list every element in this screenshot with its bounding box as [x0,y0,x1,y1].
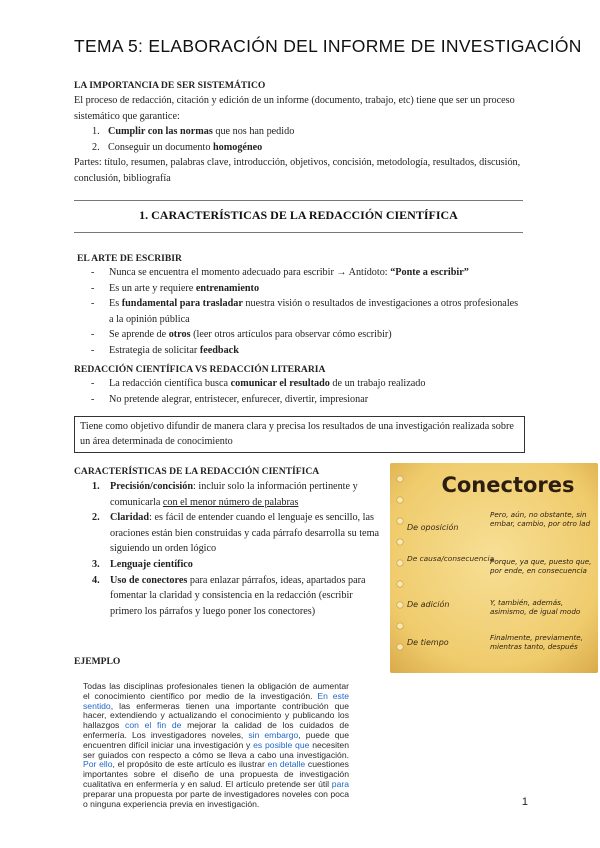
arte-list [91,265,521,359]
list-item: 2. Claridad: es fácil de entender cuando el lenguaje es sencillo, las oraciones están bien construidas y cada párrafo desarrolla su tema siguiendo un orden lógico [92,512,380,555]
importance-list [92,124,522,155]
list-item: 2. Conseguir un documento homogéneo [92,141,263,153]
connector-label: De adición [407,600,450,609]
vs-heading: REDACCIÓN CIENTÍFICA VS REDACCIÓN LITERARIA [74,364,326,375]
connector-value: Pero, aún, no obstante, sin embar, cambio, por otro lad [490,511,591,528]
connector-highlight: para [331,778,349,789]
conectores-image [390,463,598,673]
connector-value: Y, también, además, asimismo, de igual modo [490,599,581,616]
conectores-title: Conectores [441,473,575,497]
list-item: - Nunca se encuentra el momento adecuado para escribir → Antídoto: “Ponte a escribir” [91,267,469,278]
list-item: - La redacción científica busca comunicar el resultado de un trabajo realizado [91,378,426,389]
binder-holes [397,476,403,650]
divider [74,200,523,201]
arte-heading: EL ARTE DE ESCRIBIR [77,253,182,264]
list-item: 1. Cumplir con las normas que nos han pedido [92,126,295,137]
page-number: 1 [521,796,528,808]
connector-highlight: en detalle [267,759,306,770]
list-item: - Se aprende de otros (leer otros artículos para observar cómo escribir) [91,329,392,341]
document-title: TEMA 5: ELABORACIÓN DEL INFORME DE INVESTIGACIÓN [74,36,582,56]
connector-highlight: Por ello [83,759,113,770]
divider [74,232,523,233]
connector-highlight: En este sentido [83,690,349,711]
definition-box: Tiene como objetivo difundir de manera clara y precisa los resultados de una investigación realizada sobre un área determinada de conocimiento [74,416,525,453]
caract-list [92,479,380,619]
connector-label: De oposición [407,523,459,532]
list-item: - Es un arte y requiere entrenamiento [91,282,260,294]
caract-heading: CARACTERÍSTICAS DE LA REDACCIÓN CIENTÍFICA [74,466,320,477]
connector-label: De tiempo [407,638,449,647]
connector-value: Finalmente, previamente, mientras tanto, después [490,634,583,651]
vs-list [91,376,521,407]
connector-value: Porque, ya que, puesto que, por ende, en consecuencia [490,558,592,575]
list-item: 1. Precisión/concisión: incluir solo la información pertinente y comunicarla con el menor número de palabras [92,481,358,508]
list-item: 3. Lenguaje científico [92,558,193,570]
section-title: 1. CARACTERÍSTICAS DE LA REDACCIÓN CIENTÍFICA [139,208,458,222]
importance-intro: El proceso de redacción, citación y edición de un informe (documento, trabajo, etc) tiene que ser un proceso sistemático que garantice: [74,95,515,122]
connector-highlight: sin embargo [248,729,299,740]
example-paragraph: Todas las disciplinas profesionales tienen la obligación de aumentar el conocimiento científico por medio de la investigación. En este sentido, las enfermeras tienen una importante contribución que hacer, extendiendo y actualizando el conocimiento y publicando los hallazgos con el fin de mejorar la calidad de los cuidados de enfermería. Los investigadores noveles, sin embargo, puede que encuentren difícil iniciar una investigación y es posible que necesiten ser guiados con respecto a cómo se lleva a cabo una investigación. Por ello, el propósito de este artículo es ilustrar en detalle cuestiones importantes sobre el diseño de una propuesta de investigación cualitativa en enfermería y en salud. El artículo pretende ser útil para preparar una propuesta por parte de investigadores noveles con poca o ninguna experiencia previa en investigación. [83,681,349,809]
list-item: - Es fundamental para trasladar nuestra visión o resultados de investigaciones a otros profesionales a la opinión pública [91,298,519,325]
list-item: - Estrategia de solicitar feedback [91,344,239,356]
list-item: 4. Uso de conectores para enlazar párrafos, ideas, apartados para fomentar la claridad y consistencia en la redacción (escribir primero los párrafos y luego poner los conectores) [92,574,366,617]
connector-highlight: con el fin de [125,720,182,731]
connector-label: De causa/consecuencia [407,554,495,563]
list-item: - No pretende alegrar, entristecer, enfurecer, divertir, impresionar [91,393,369,405]
parts-text: Partes: título, resumen, palabras clave, introducción, objetivos, concisión, metodología, resultados, discusión, conclusión, bibliografía [74,157,521,184]
importance-heading: LA IMPORTANCIA DE SER SISTEMÁTICO [74,80,266,91]
connector-highlight: es posible que [253,739,310,750]
ejemplo-heading: EJEMPLO [74,656,121,667]
